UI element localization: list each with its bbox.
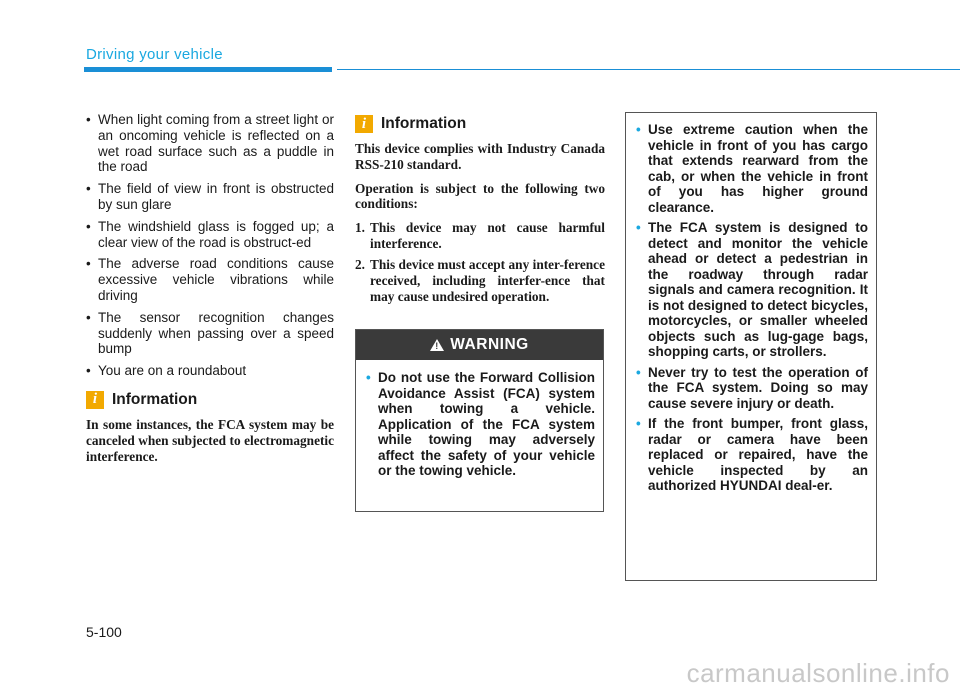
page-number: 5-100 (86, 624, 122, 640)
list-item: • The windshield glass is fogged up; a clear view of the road is obstruct-ed (86, 219, 334, 251)
list-item: • The FCA system is designed to detect and monitor the vehicle ahead or detect a pedestrian in the roadway through radar signals and camera recognition. It is not designed to detect bicycles, motorcycles, or smaller wheeled objects such as lug-gage bags, shopping carts, or strollers. (636, 220, 868, 360)
list-item: • The sensor recognition changes suddenly when passing over a speed bump (86, 310, 334, 357)
item-text: This device may not cause harmful interference. (370, 220, 605, 252)
information-text: This device complies with Industry Canada RSS-210 standard. (355, 141, 605, 172)
item-number: 2. (355, 257, 365, 273)
item-number: 1. (355, 220, 365, 236)
warning-box (355, 329, 604, 512)
list-item (355, 257, 605, 305)
warning-title: WARNING (450, 336, 529, 353)
list-item: • The field of view in front is obstructed by sun glare (86, 181, 334, 213)
warning-header (356, 330, 603, 360)
list-item: • If the front bumper, front glass, radar or camera have been replaced or repaired, have the vehicle inspected by an authorized HYUNDAI deal-er. (636, 416, 868, 494)
list-item: • When light coming from a street light or an oncoming vehicle is reflected on a wet road surface such as a puddle in the road (86, 112, 334, 175)
info-icon: i (355, 115, 373, 133)
section-title: Driving your vehicle (86, 46, 223, 63)
header-rule (337, 69, 960, 70)
information-title: Information (381, 115, 467, 132)
information-title: Information (112, 390, 198, 408)
warning-triangle-icon: ! (430, 339, 444, 351)
caution-box (625, 112, 877, 581)
condition-list (86, 112, 334, 379)
header-accent-bar (84, 67, 332, 72)
warning-list (356, 360, 603, 479)
left-column (86, 112, 334, 464)
information-text: Operation is subject to the following two conditions: (355, 180, 605, 212)
conditions-list (355, 220, 605, 305)
list-item (355, 220, 605, 252)
middle-column (355, 115, 605, 310)
watermark: carmanualsonline.info (686, 658, 950, 688)
item-text: This device must accept any inter-ference received, including interfer-ence that may cause undesired operation. (370, 257, 605, 305)
list-item: • The adverse road conditions cause excessive vehicle vibrations while driving (86, 256, 334, 303)
list-item: • You are on a roundabout (86, 363, 334, 379)
list-item: • Do not use the Forward Collision Avoidance Assist (FCA) system when towing a vehicle. Application of the FCA system while towing may adversely affect the safety of your vehicle or the towing vehicle. (366, 370, 595, 479)
information-heading (355, 115, 605, 133)
list-item: • Never try to test the operation of the FCA system. Doing so may cause severe injury or death. (636, 365, 868, 412)
caution-list (626, 113, 876, 494)
information-text: In some instances, the FCA system may be canceled when subjected to electromagnetic interference. (86, 416, 334, 464)
info-icon: i (86, 391, 104, 409)
list-item: • Use extreme caution when the vehicle in front of you has cargo that extends rearward from the cab, or when the vehicle in front of you has higher ground clearance. (636, 122, 868, 215)
information-heading (86, 391, 334, 409)
